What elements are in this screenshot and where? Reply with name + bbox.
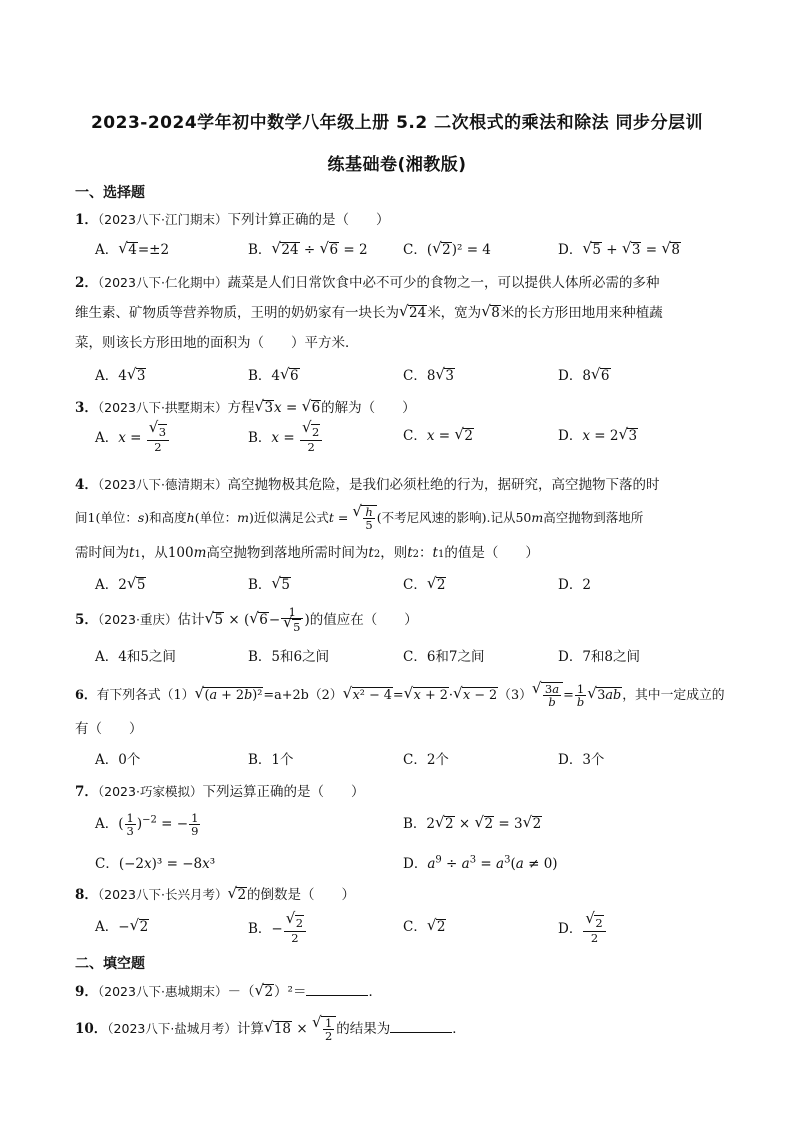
question-7-options-row1 (95, 812, 735, 842)
question-source: （2023八下·长兴月考） (97, 887, 228, 902)
option-d[interactable]: D．√ 5 + √ 3 = √ 8 (558, 238, 681, 258)
question-source: （2023八下·惠城期末） (97, 984, 228, 999)
option-a[interactable]: A．2√ 5 (95, 573, 146, 593)
question-number: 7． (75, 784, 98, 800)
question-source: （2023八下·仁化期中） (97, 275, 228, 290)
option-d[interactable]: D．x = 2√ 3 (558, 424, 638, 444)
option-b[interactable]: B．4√ 6 (248, 364, 300, 384)
option-a[interactable]: A．x = √ $\frac{3}{2}$ (95, 424, 170, 453)
option-b[interactable]: B．5和6之间 (248, 649, 330, 665)
question-1-options (95, 238, 735, 268)
option-d[interactable]: D．3个 (558, 752, 605, 768)
page-title-line1: 2023-2024学年初中数学八年级上册 5.2 二次根式的乘法和除法 同步分层训 (90, 113, 704, 133)
option-a[interactable]: A．( $\frac{1}{3}$ )$^{-2}$ = − $\frac{1}{9}$ (95, 811, 199, 838)
question-4: 4．（2023八下·德清期末）高空抛物极其危险，是我们必须杜绝的行为，据研究，高空抛物下落的时 (75, 477, 660, 493)
option-c[interactable]: C．(√ 2)² = 4 (403, 238, 491, 258)
question-9: 9．（2023八下·惠城期末）－（√ 2）²＝ ． (75, 980, 382, 1000)
question-3: 3．（2023八下·拱墅期末）方程√ 3x = √ 6的解为（ ） (75, 396, 416, 416)
question-4-line2: 间1(单位：s)和高度h(单位：m)近似满足公式t = √ $\frac{h}{5}$ (不考尼风速的影响).记从50m高空抛物到落地所 (75, 505, 643, 531)
question-2 (75, 271, 659, 291)
question-number: 2． (75, 275, 98, 291)
question-10: 10．（2023八下·盐城月考）计算√ 18 × √ $\frac{1}{2}$ 的结果为 ． (75, 1016, 466, 1042)
question-1 (75, 208, 389, 228)
question-6-line2: 有（ ） (75, 721, 143, 737)
question-source: （2023·重庆） (97, 612, 178, 627)
option-c[interactable]: C．8√ 3 (403, 364, 455, 384)
option-b[interactable]: B．2√ 2 × √ 2 = 3√ 2 (403, 812, 542, 832)
question-source: （2023八下·拱墅期末） (97, 400, 228, 415)
question-8-options (95, 915, 735, 945)
option-b[interactable]: B．x = √ $\frac{2}{2}$ (248, 424, 323, 453)
question-6-options (95, 748, 735, 778)
question-2-line2: 维生素、矿物质等营养物质，王明的奶奶家有一块长为√ 24米，宽为√ 8米的长方形田地用来种植蔬 (75, 301, 663, 321)
option-c[interactable]: C．6和7之间 (403, 649, 485, 665)
question-7: 7．（2023·巧家模拟）下列运算正确的是（ ） (75, 784, 365, 800)
question-number: 4． (75, 477, 98, 493)
question-5-options (95, 645, 735, 675)
option-d[interactable]: D．$a^9 \div a^3 = a^3(a \ne 0)$ (403, 854, 558, 872)
question-number: 9． (75, 984, 98, 1000)
option-c[interactable]: C．√ 2 (403, 915, 446, 935)
option-b[interactable]: B．− √ $\frac{2}{2}$ (248, 915, 307, 944)
option-c[interactable]: C．(−2x)³ = −8x³ (95, 856, 216, 872)
question-number: 8． (75, 887, 98, 903)
option-c[interactable]: C．x = √ 2 (403, 424, 474, 444)
option-d[interactable]: D．2 (558, 577, 591, 593)
question-stem: 蔬菜是人们日常饮食中必不可少的食物之一，可以提供人体所必需的多种 (227, 275, 660, 291)
question-4-options (95, 573, 735, 603)
question-5: 5．（2023·重庆）估计√ 5 × (√ 6− 1 √ 5 )的值应在（ ） (75, 606, 418, 635)
section-heading-fill: 二、填空题 (75, 956, 145, 972)
question-number: 1． (75, 212, 98, 228)
question-2-options (95, 364, 735, 394)
question-4-line3: 需时间为t1，从100m高空抛物到落地所需时间为t2，则t2：t1的值是（ ） (75, 545, 539, 561)
question-2-line3: 菜，则该长方形田地的面积为（ ）平方米． (75, 335, 359, 351)
question-stem: 下列计算正确的是（ ） (227, 212, 390, 228)
page-title-line2: 练基础卷(湘教版) (327, 155, 467, 175)
question-source: （2023八下·德清期末） (97, 477, 228, 492)
option-a[interactable]: A．−√ 2 (95, 915, 149, 935)
option-a[interactable]: A．√ 4=±2 (95, 238, 169, 258)
question-source: （2023·巧家模拟） (97, 784, 203, 799)
question-6: 6．有下列各式（1）√ (a + 2b)²=a+2b（2）√ x² − 4=√ x + 2·√ x − 2（3） √ $\frac{3a}{b}$ = $\frac{1}{b}$ √ 3ab，其中一定成立的 (75, 682, 725, 708)
option-d[interactable]: D．8√ 6 (558, 364, 611, 384)
option-a[interactable]: A．0个 (95, 752, 141, 768)
answer-blank[interactable] (390, 1020, 452, 1033)
option-c[interactable]: C．2个 (403, 752, 449, 768)
option-a[interactable]: A．4和5之间 (95, 649, 176, 665)
option-b[interactable]: B．√ 24 ÷ √ 6 = 2 (248, 238, 368, 258)
option-d[interactable]: D．7和8之间 (558, 649, 641, 665)
question-8: 8．（2023八下·长兴月考）√ 2的倒数是（ ） (75, 883, 355, 903)
question-number: 3． (75, 400, 98, 416)
option-b[interactable]: B．1个 (248, 752, 294, 768)
question-number: 6． (75, 688, 97, 703)
option-b[interactable]: B．√ 5 (248, 573, 291, 593)
answer-blank[interactable] (306, 983, 368, 996)
section-heading-choice: 一、选择题 (75, 185, 145, 201)
question-source: （2023八下·江门期末） (97, 212, 228, 227)
question-3-options (95, 424, 735, 454)
question-number: 5． (75, 612, 98, 628)
option-a[interactable]: A．4√ 3 (95, 364, 146, 384)
option-c[interactable]: C．√ 2 (403, 573, 446, 593)
question-source: （2023八下·盐城月考） (107, 1021, 237, 1036)
option-d[interactable]: D． √ $\frac{2}{2}$ (558, 915, 607, 944)
question-number: 10． (75, 1021, 108, 1037)
question-7-options-row2 (95, 852, 735, 882)
